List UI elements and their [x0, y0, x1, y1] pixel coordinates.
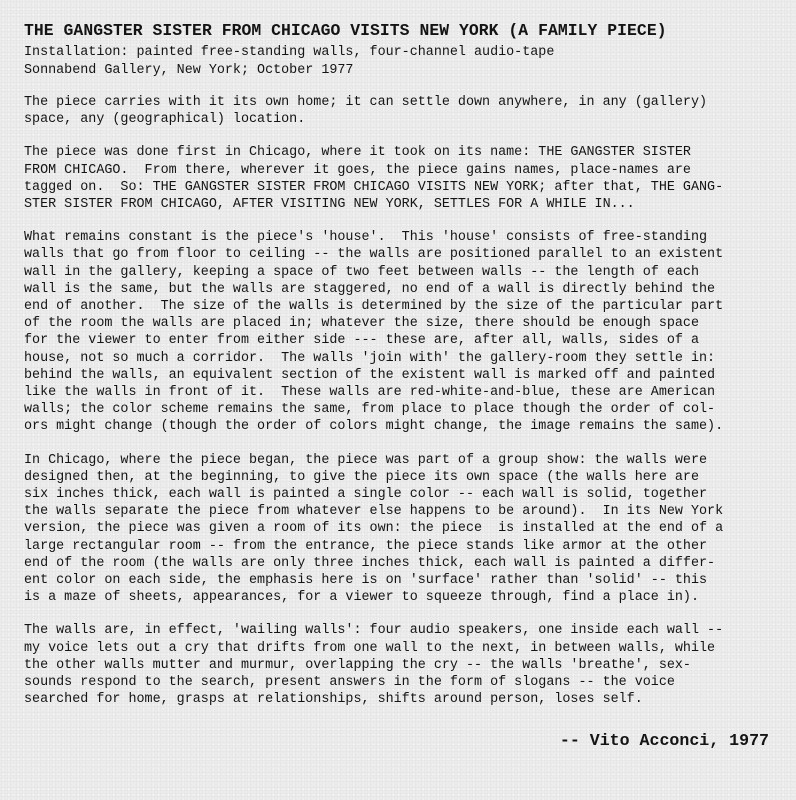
text-line: end of the room (the walls are only three inches thick, each wall is painted a differ- — [24, 555, 716, 571]
text-line: ent color on each side, the emphasis here is on 'surface' rather than 'solid' -- this — [24, 573, 708, 589]
text-line: FROM CHICAGO. From there, wherever it goes, the piece gains names, place-names are — [24, 162, 691, 178]
installation-details — [24, 44, 774, 80]
text-line: The walls are, in effect, 'wailing walls': four audio speakers, one inside each wall -- — [24, 623, 724, 639]
text-line: version, the piece was given a room of its own: the piece is installed at the end of a — [24, 521, 724, 537]
text-line: end of another. The size of the walls is determined by the size of the particular part — [24, 299, 724, 315]
installation-venue: Sonnabend Gallery, New York; October 1977 — [24, 63, 354, 78]
text-line: behind the walls, an equivalent section of the existent wall is marked off and painted — [24, 367, 716, 383]
paragraph-2 — [24, 144, 774, 213]
text-line: house, not so much a corridor. The walls 'join with' the gallery-room they settle in: — [24, 350, 716, 366]
text-line: In Chicago, where the piece began, the piece was part of a group show: the walls were — [24, 452, 708, 468]
text-line: walls that go from floor to ceiling -- the walls are positioned parallel to an existent — [24, 247, 724, 263]
text-line: sounds respond to the search, present answers in the form of slogans -- the voice — [24, 675, 675, 691]
text-line: The piece was done first in Chicago, where it took on its name: THE GANGSTER SISTER — [24, 145, 691, 161]
text-line: the other walls mutter and murmur, overlapping the cry -- the walls 'breathe', sex- — [24, 657, 691, 673]
paragraph-3 — [24, 229, 774, 435]
text-line: space, any (geographical) location. — [24, 112, 306, 128]
text-line: for the viewer to enter from either side --- these are, after all, walls, sides of a — [24, 333, 699, 349]
text-line: tagged on. So: THE GANGSTER SISTER FROM CHICAGO VISITS NEW YORK; after that, THE GANG- — [24, 179, 724, 195]
text-line: walls; the color scheme remains the same, from place to place though the order of col- — [24, 402, 716, 418]
installation-medium: Installation: painted free-standing walls, four-channel audio-tape — [24, 45, 555, 60]
text-line: What remains constant is the piece's 'house'. This 'house' consists of free-standing — [24, 230, 708, 246]
text-line: six inches thick, each wall is painted a single color -- each wall is solid, together — [24, 487, 708, 503]
text-line: searched for home, grasps at relationships, shifts around person, loses self. — [24, 692, 643, 708]
text-line: designed then, at the beginning, to give the piece its own space (the walls here are — [24, 469, 699, 485]
paragraph-1 — [24, 94, 774, 128]
paragraph-4 — [24, 452, 774, 607]
text-line: large rectangular room -- from the entrance, the piece stands like armor at the other — [24, 538, 708, 554]
text-line: of the room the walls are placed in; whatever the size, there should be enough space — [24, 316, 699, 332]
paragraph-5 — [24, 622, 774, 708]
text-line: is a maze of sheets, appearances, for a viewer to squeeze through, find a place in). — [24, 590, 699, 606]
author-signature: -- Vito Acconci, 1977 — [559, 731, 769, 750]
text-line: the walls separate the piece from whatever else happens to be around). In its New York — [24, 504, 724, 520]
text-line: my voice lets out a cry that drifts from one wall to the next, in between walls, while — [24, 640, 716, 656]
text-line: ors might change (though the order of colors might change, the image remains the same). — [24, 419, 724, 435]
document-title: THE GANGSTER SISTER FROM CHICAGO VISITS NEW YORK (A FAMILY PIECE) — [24, 21, 667, 40]
text-line: The piece carries with it its own home; it can settle down anywhere, in any (gallery) — [24, 95, 708, 110]
text-line: STER SISTER FROM CHICAGO, AFTER VISITING NEW YORK, SETTLES FOR A WHILE IN... — [24, 197, 635, 213]
document-page — [24, 20, 774, 709]
text-line: like the walls in front of it. These walls are red-white-and-blue, these are American — [24, 385, 716, 401]
text-line: wall is the same, but the walls are staggered, no end of a wall is directly behind the — [24, 281, 716, 297]
text-line: wall in the gallery, keeping a space of two feet between walls -- the length of each — [24, 264, 699, 280]
